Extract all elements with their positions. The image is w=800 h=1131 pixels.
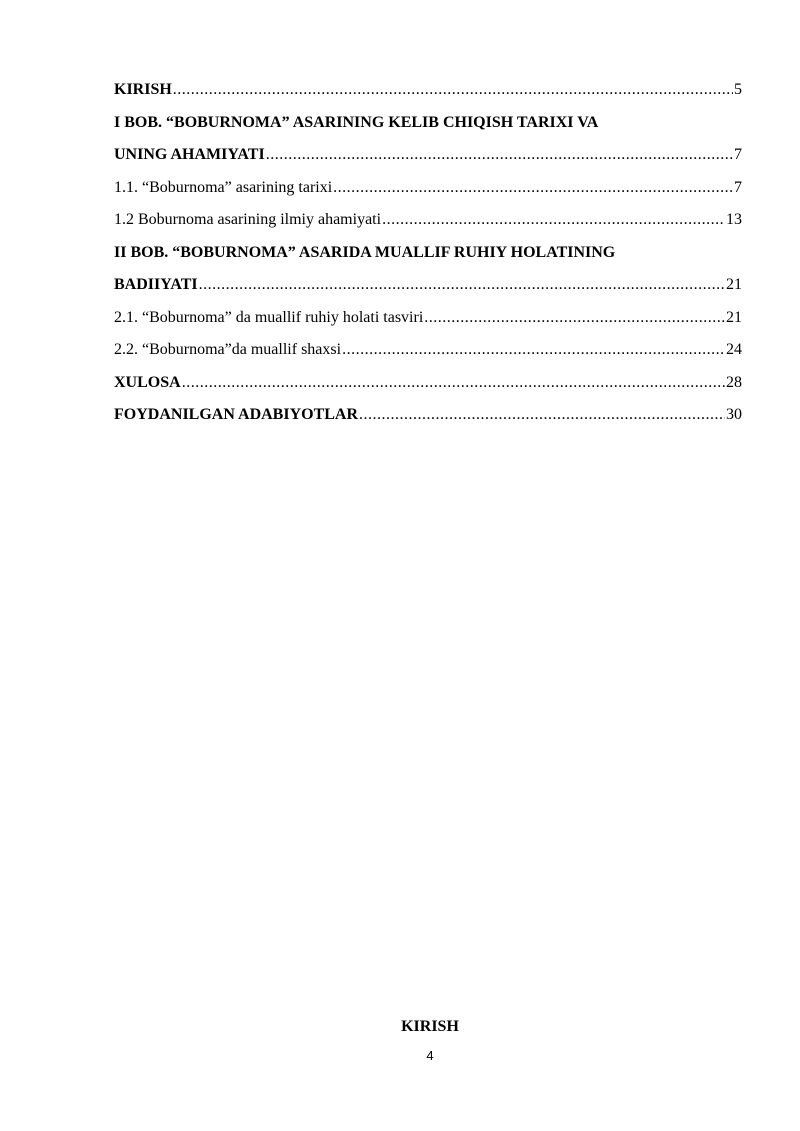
dot-leader <box>333 172 733 205</box>
toc-page-number: 7 <box>734 178 742 196</box>
toc-entry-chapter1[interactable] <box>114 139 742 172</box>
toc-entry-kirish[interactable] <box>114 74 742 107</box>
toc-entry-title: UNING AHAMIYATI <box>114 146 265 163</box>
toc-entry-chapter2[interactable] <box>114 269 742 302</box>
toc-chapter1-heading[interactable]: I BOB. “BOBURNOMA” ASARINING KELIB CHIQISH TARIXI VA <box>114 113 599 131</box>
toc-entry-title: XULOSA <box>114 373 181 391</box>
table-of-contents <box>114 74 742 432</box>
toc-entry-title: BADIIYATI <box>114 276 198 293</box>
dot-leader <box>424 302 725 335</box>
dot-leader <box>266 139 733 172</box>
toc-page-number: 21 <box>726 308 742 326</box>
toc-entry-title: FOYDANILGAN ADABIYOTLAR <box>114 406 359 423</box>
toc-entry-title: 1.1. “Boburnoma” asarining tarixi <box>114 178 333 196</box>
toc-entry-title: 1.2 Boburnoma asarining ilmiy ahamiyati <box>114 211 382 228</box>
toc-page-number: 5 <box>734 81 742 98</box>
toc-entry-adabiyotlar[interactable] <box>114 399 742 432</box>
page-number: 4 <box>426 1048 434 1063</box>
toc-page-number: 21 <box>726 276 742 293</box>
toc-page-number: 24 <box>726 341 742 358</box>
section-title: KIRISH <box>401 1018 459 1035</box>
toc-entry-2-1[interactable] <box>114 302 742 335</box>
dot-leader <box>359 399 725 432</box>
toc-entry-1-1[interactable] <box>114 172 742 205</box>
toc-entry-title: 2.1. “Boburnoma” da muallif ruhiy holati tasviri <box>114 308 424 326</box>
toc-entry-2-2[interactable] <box>114 334 742 367</box>
toc-entry-title: 2.2. “Boburnoma”da muallif shaxsi <box>114 341 342 358</box>
toc-page-number: 28 <box>726 373 742 391</box>
toc-page-number: 30 <box>726 406 742 423</box>
dot-leader <box>382 204 725 237</box>
toc-page-number: 7 <box>734 146 742 163</box>
toc-entry-title: KIRISH <box>114 81 172 98</box>
toc-chapter2-heading[interactable]: II BOB. “BOBURNOMA” ASARIDA MUALLIF RUHIY HOLATINING <box>114 243 616 261</box>
dot-leader <box>199 269 725 302</box>
dot-leader <box>342 334 725 367</box>
dot-leader <box>173 74 733 107</box>
dot-leader <box>182 367 725 400</box>
toc-entry-1-2[interactable] <box>114 204 742 237</box>
toc-entry-xulosa[interactable] <box>114 367 742 400</box>
toc-page-number: 13 <box>726 211 742 228</box>
